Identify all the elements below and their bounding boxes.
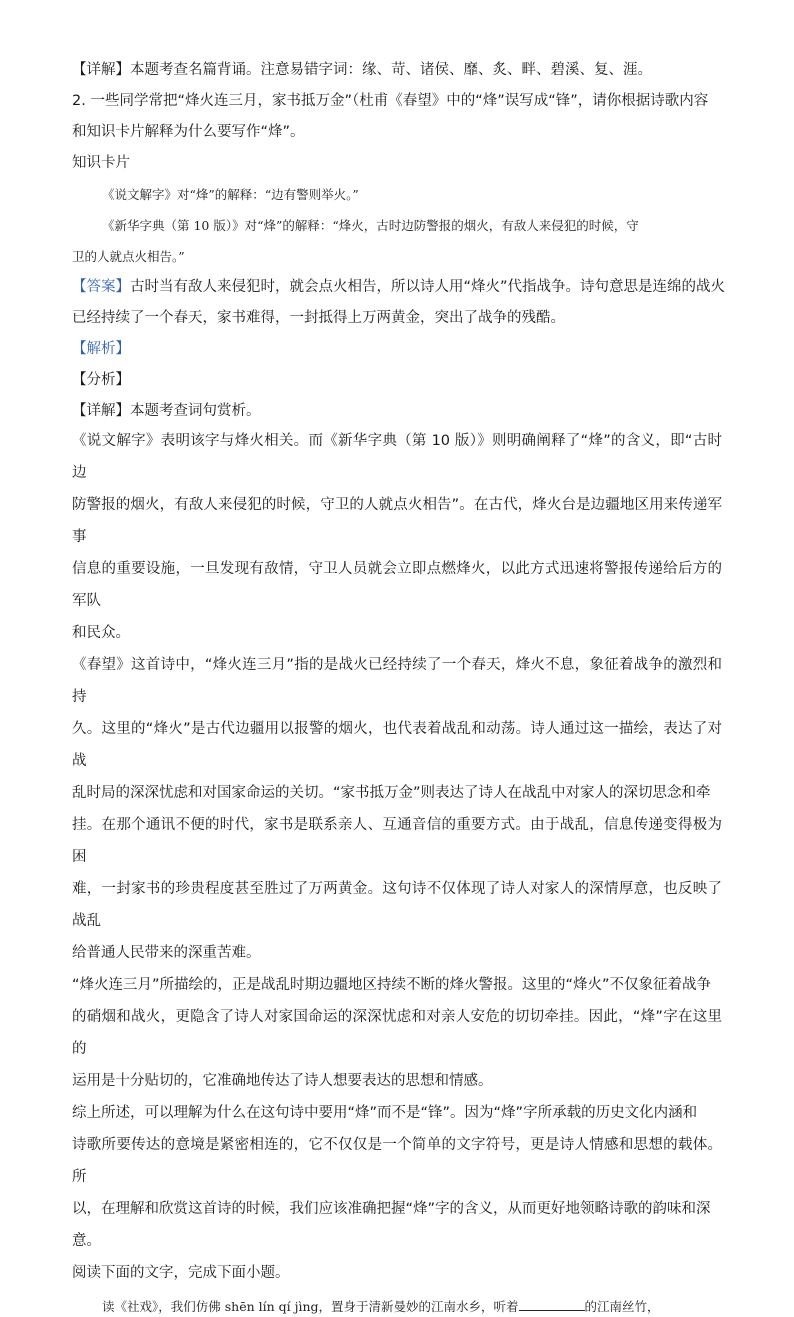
paragraph-line: 意。 <box>72 1233 101 1249</box>
paragraph-line: 综上所述，可以理解为什么在这句诗中要用“烽”而不是“锋”。因为“烽”字所承载的历史文化内涵和 <box>72 1105 698 1121</box>
knowledge-card-item-2-line-2: 卫的人就点火相告。” <box>72 249 185 264</box>
paragraph-line: 给普通人民带来的深重苦难。 <box>72 945 261 961</box>
paragraph-line: 信息的重要设施，一旦发现有敌情，守卫人员就会立即点燃烽火，以此方式迅速将警报传递给后方的军队 <box>72 561 722 609</box>
paragraph-line: 乱时局的深深忧虑和对国家命运的关切。“家书抵万金”则表达了诗人在战乱中对家人的深切思念和牵 <box>72 785 711 801</box>
paragraph-line: 以，在理解和欣赏这首诗的时候，我们应该准确把握“烽”字的含义，从而更好地领略诗歌的韵味和深 <box>72 1201 711 1217</box>
answer-line-1 <box>72 277 726 297</box>
analysis-tag: 【解析】 <box>72 341 130 357</box>
detail-tag: 【详解】 <box>72 62 130 78</box>
fenxi-tag: 【分析】 <box>72 372 130 388</box>
reading-text <box>72 1297 722 1317</box>
reading-text-part-2: 的江南丝竹， <box>584 1299 660 1314</box>
document-page <box>72 60 726 1317</box>
paragraph-line: 诗歌所要传达的意境是紧密相连的，它不仅仅是一个简单的文字符号，更是诗人情感和思想的载体。所 <box>72 1137 722 1185</box>
paragraph-line: 难，一封家书的珍贵程度甚至胜过了万两黄金。这句诗不仅体现了诗人对家人的深情厚意，也反映了战乱 <box>72 881 722 929</box>
paragraph-line: 和民众。 <box>72 625 130 641</box>
detail-tag-2: 【详解】 <box>72 403 130 419</box>
question-2-line-1: 2. 一些同学常把“烽火连三月，家书抵万金”（杜甫《春望》中的“烽”误写成“锋”，请你根据诗歌内容 <box>72 93 709 109</box>
paragraph-line: 防警报的烟火，有敌人来侵犯的时候，守卫的人就点火相告”。在古代，烽火台是边疆地区用来传递军事 <box>72 497 722 545</box>
detail-text: 本题考查名篇背诵。注意易错字词：缘、苛、诸侯、靡、炙、畔、碧溪、复、涯。 <box>130 62 652 78</box>
answer-text-1: 古时当有敌人来侵犯时，就会点火相告，所以诗人用“烽火”代指战争。诗句意思是连绵的战火 <box>130 279 726 295</box>
question-2-line-2: 和知识卡片解释为什么要写作“烽”。 <box>72 124 305 140</box>
reading-text-part-1: 读《社戏》，我们仿佛 shēn lín qí jìng，置身于清新曼妙的江南水乡，听着 <box>102 1299 519 1314</box>
paragraph-line: 的硝烟和战火，更隐含了诗人对家国命运的深深忧虑和对亲人安危的切切牵挂。因此，“烽”字在这里的 <box>72 1009 722 1057</box>
detail-line-2 <box>72 401 722 421</box>
answer-tag: 【答案】 <box>72 279 130 295</box>
paragraph-4 <box>72 1097 722 1257</box>
paragraph-line: “烽火连三月”所描绘的，正是战乱时期边疆地区持续不断的烽火警报。这里的“烽火”不仅象征着战争 <box>72 977 712 993</box>
paragraph-3 <box>72 969 722 1097</box>
knowledge-card-item-1: 《说文解字》对“烽”的解释：“边有警则举火。” <box>102 187 359 202</box>
reading-prompt: 阅读下面的文字，完成下面小题。 <box>72 1265 290 1281</box>
paragraph-line: 挂。在那个通讯不便的时代，家书是联系亲人、互通音信的重要方式。由于战乱，信息传递变得极为困 <box>72 817 722 865</box>
answer-line-2: 已经持续了一个春天，家书难得，一封抵得上万两黄金，突出了战争的残酷。 <box>72 310 565 326</box>
paragraph-1 <box>72 425 722 649</box>
fill-in-blank[interactable] <box>519 1298 585 1311</box>
detail-line-1 <box>72 60 722 80</box>
detail-text-2: 本题考查词句赏析。 <box>130 403 261 419</box>
paragraph-line: 运用是十分贴切的，它准确地传达了诗人想要表达的思想和情感。 <box>72 1073 493 1089</box>
paragraph-line: 《说文解字》表明该字与烽火相关。而《新华字典（第 10 版）》则明确阐释了“烽”的含义，即“古时边 <box>72 433 722 481</box>
knowledge-card-item-2-line-1: 《新华字典（第 10 版）》对“烽”的解释：“烽火，古时边防警报的烟火，有敌人来侵犯的时候，守 <box>102 218 639 233</box>
paragraph-line: 久。这里的“烽火”是古代边疆用以报警的烟火，也代表着战乱和动荡。诗人通过这一描绘，表达了对战 <box>72 721 722 769</box>
paragraph-line: 《春望》这首诗中，“烽火连三月”指的是战火已经持续了一个春天，烽火不息，象征着战争的激烈和持 <box>72 657 722 705</box>
paragraph-2 <box>72 649 722 969</box>
knowledge-card-title: 知识卡片 <box>72 155 130 171</box>
